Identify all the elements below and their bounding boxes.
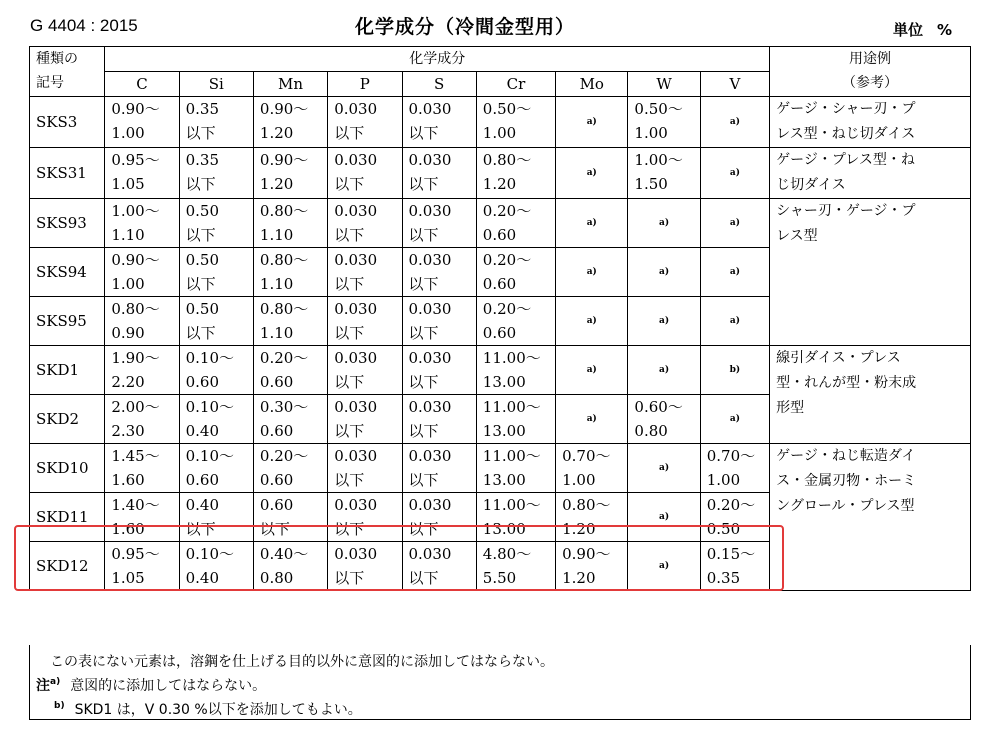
value-cell-s xyxy=(402,148,476,199)
use-line: じ切ダイス xyxy=(776,177,846,193)
value-cell-cr xyxy=(476,297,555,346)
value-line: 2.20 xyxy=(111,373,145,391)
value-cell-v xyxy=(700,444,769,493)
value-line: 0.50 xyxy=(706,520,741,538)
value-cell-w xyxy=(628,148,700,199)
value-line: 1.10 xyxy=(111,226,145,244)
grade-column-header: 種類の 記号 xyxy=(30,47,105,97)
footnote-marker-w: a) xyxy=(628,346,700,395)
value-line: 0.90 xyxy=(111,324,145,342)
value-line: 0.35 xyxy=(185,151,220,169)
value-line: 以下 xyxy=(408,226,439,244)
table-row-skd1 xyxy=(30,346,971,395)
value-cell-si xyxy=(179,199,253,248)
element-header-v: V xyxy=(700,72,769,97)
value-line: 0.030 xyxy=(334,300,378,318)
value-line: 1.00～ xyxy=(634,151,683,169)
grade-cell: SKD10 xyxy=(30,444,105,493)
value-line: 以下 xyxy=(408,175,439,193)
value-line: 0.80～ xyxy=(259,251,309,269)
use-example-cell xyxy=(770,346,971,444)
value-cell-p xyxy=(328,444,402,493)
value-line: 0.60 xyxy=(185,373,220,391)
value-cell-p xyxy=(328,199,402,248)
value-line: 0.80～ xyxy=(482,151,532,169)
value-line: 0.10～ xyxy=(185,349,235,367)
value-cell-s xyxy=(402,97,476,148)
general-note: この表にない元素は，溶鋼を仕上げる目的以外に意図的に添加してはならない。 xyxy=(50,654,554,670)
element-header-mn: Mn xyxy=(253,72,327,97)
value-cell-mn xyxy=(253,444,327,493)
value-line: 以下 xyxy=(408,422,439,440)
value-cell-si xyxy=(179,248,253,297)
value-line: 0.030 xyxy=(408,202,452,220)
value-line: 1.05 xyxy=(111,175,145,193)
value-line: 0.030 xyxy=(408,496,452,514)
footnote-marker-w: a) xyxy=(628,248,700,297)
value-line: 0.20～ xyxy=(259,447,309,465)
value-line: 0.40 xyxy=(185,569,220,587)
value-cell-p xyxy=(328,97,402,148)
value-line: 0.60 xyxy=(259,373,294,391)
value-cell-mn xyxy=(253,248,327,297)
value-cell-mn xyxy=(253,297,327,346)
value-line: 0.20～ xyxy=(259,349,309,367)
value-line: 0.10～ xyxy=(185,447,235,465)
value-line: 0.60 xyxy=(259,471,294,489)
grade-cell: SKD1 xyxy=(30,346,105,395)
value-line: 1.45～ xyxy=(111,447,160,465)
value-line: 以下 xyxy=(185,324,216,342)
use-line: ゲージ・ねじ転造ダイ xyxy=(776,448,916,464)
value-line: 1.00～ xyxy=(111,202,160,220)
value-line: 1.20 xyxy=(259,175,294,193)
value-line: 以下 xyxy=(334,422,365,440)
value-line: 1.60 xyxy=(111,520,145,538)
value-cell-p xyxy=(328,346,402,395)
table-row-sks31 xyxy=(30,148,971,199)
value-line: 以下 xyxy=(408,275,439,293)
value-cell-p xyxy=(328,148,402,199)
value-cell-c xyxy=(105,148,179,199)
value-line: 11.00～ xyxy=(482,398,541,416)
grade-cell: SKS31 xyxy=(30,148,105,199)
footnote-marker-v: a) xyxy=(700,199,769,248)
value-cell-cr xyxy=(476,346,555,395)
note-b: $^{b)}$ SKD1 は，V 0.30 %以下を添加してもよい。 xyxy=(54,701,362,718)
value-line: 0.90～ xyxy=(111,100,160,118)
footnote-marker-w: a) xyxy=(628,542,700,591)
value-line: 0.030 xyxy=(334,100,378,118)
value-line: 2.30 xyxy=(111,422,145,440)
value-line: 0.80～ xyxy=(259,202,309,220)
value-line: 0.030 xyxy=(334,349,378,367)
value-line: 0.10～ xyxy=(185,398,235,416)
value-line: 13.00 xyxy=(482,471,526,489)
value-cell-si xyxy=(179,148,253,199)
table-notes xyxy=(29,645,971,720)
footnote-marker-v: a) xyxy=(700,395,769,444)
value-line: 0.60 xyxy=(259,496,294,514)
element-header-w: W xyxy=(628,72,700,97)
grade-cell: SKD11 xyxy=(30,493,105,542)
element-header-si: Si xyxy=(179,72,253,97)
value-line: 11.00～ xyxy=(482,349,541,367)
value-line: 1.10 xyxy=(259,324,294,342)
value-cell-cr xyxy=(476,444,555,493)
element-header-cr: Cr xyxy=(476,72,555,97)
unit-note: 単位 % xyxy=(893,21,953,39)
value-cell-c xyxy=(105,199,179,248)
value-line: 以下 xyxy=(334,275,365,293)
value-line: 0.90～ xyxy=(259,100,309,118)
value-cell-s xyxy=(402,444,476,493)
use-example-cell xyxy=(770,199,971,346)
value-cell-c xyxy=(105,444,179,493)
value-line: 1.00 xyxy=(111,124,145,142)
value-line: 0.90～ xyxy=(562,545,611,563)
value-line: 以下 xyxy=(334,569,365,587)
use-example-cell xyxy=(770,148,971,199)
value-line: 0.030 xyxy=(408,151,452,169)
footnote-marker-mo: a) xyxy=(556,297,628,346)
table-body xyxy=(30,97,971,591)
value-cell-si xyxy=(179,297,253,346)
value-line: 1.05 xyxy=(111,569,145,587)
value-line: 0.80 xyxy=(634,422,668,440)
value-cell-s xyxy=(402,199,476,248)
value-line: 0.35 xyxy=(706,569,741,587)
value-cell-p xyxy=(328,248,402,297)
value-line: 0.60 xyxy=(482,226,517,244)
value-line: 0.40 xyxy=(185,422,220,440)
value-cell-c xyxy=(105,395,179,444)
use-line: ゲージ・シャー刃・プ xyxy=(776,101,916,117)
value-cell-p xyxy=(328,297,402,346)
value-line: 0.95～ xyxy=(111,151,160,169)
value-line: 以下 xyxy=(259,520,290,538)
value-line: 0.95～ xyxy=(111,545,160,563)
value-cell-s xyxy=(402,248,476,297)
value-line: 0.30～ xyxy=(259,398,309,416)
value-line: 0.50 xyxy=(185,251,220,269)
element-header-c: C xyxy=(105,72,179,97)
footnote-marker-v: b) xyxy=(700,346,769,395)
value-line: 0.15～ xyxy=(706,545,756,563)
standard-number: G 4404 : 2015 xyxy=(30,16,138,35)
value-cell-c xyxy=(105,248,179,297)
value-cell-cr xyxy=(476,199,555,248)
use-line: ス・金属刃物・ホーミ xyxy=(776,473,917,489)
use-line: 形型 xyxy=(776,400,805,416)
use-line: ゲージ・プレス型・ね xyxy=(776,152,915,168)
value-line: 以下 xyxy=(334,175,365,193)
use-line: ングロール・プレス型 xyxy=(776,498,915,514)
element-header-mo: Mo xyxy=(556,72,628,97)
value-line: 以下 xyxy=(334,373,365,391)
value-line: 1.20 xyxy=(259,124,294,142)
value-line: 以下 xyxy=(185,124,216,142)
value-cell-s xyxy=(402,395,476,444)
use-line: シャー刃・ゲージ・プ xyxy=(776,203,916,219)
element-header-p: P xyxy=(328,72,402,97)
value-cell-c xyxy=(105,346,179,395)
element-header-s: S xyxy=(402,72,476,97)
value-line: 0.030 xyxy=(334,496,378,514)
value-line: 0.80～ xyxy=(111,300,160,318)
chemical-composition-header: 化学成分 xyxy=(105,47,770,72)
value-line: 0.70～ xyxy=(562,447,611,465)
value-line: 0.50～ xyxy=(634,100,683,118)
value-line: 以下 xyxy=(334,324,365,342)
value-line: 1.10 xyxy=(259,275,294,293)
value-line: 2.00～ xyxy=(111,398,160,416)
use-example-cell xyxy=(770,97,971,148)
grade-cell: SKS3 xyxy=(30,97,105,148)
footnote-marker-v: a) xyxy=(700,148,769,199)
footnote-marker-mo: a) xyxy=(556,395,628,444)
use-line: 型・れんが型・粉末成 xyxy=(776,375,917,391)
value-line: 0.35 xyxy=(185,100,220,118)
grade-cell: SKD2 xyxy=(30,395,105,444)
value-line: 以下 xyxy=(334,124,365,142)
footnote-marker-w: a) xyxy=(628,297,700,346)
value-line: 0.50 xyxy=(185,202,220,220)
value-line: 以下 xyxy=(334,520,365,538)
footnote-marker-w: a) xyxy=(628,444,700,493)
value-line: 0.20～ xyxy=(482,202,532,220)
value-line: 0.60 xyxy=(482,324,517,342)
value-line: 13.00 xyxy=(482,422,526,440)
value-line: 4.80～ xyxy=(482,545,532,563)
value-line: 0.20～ xyxy=(482,300,532,318)
value-line: 0.10～ xyxy=(185,545,235,563)
value-line: 11.00～ xyxy=(482,447,541,465)
value-line: 以下 xyxy=(185,175,216,193)
value-line: 1.00 xyxy=(706,471,741,489)
use-line: レス型・ねじ切ダイス xyxy=(776,126,916,142)
footnote-marker-v: a) xyxy=(700,297,769,346)
use-line: 線引ダイス・プレス xyxy=(776,350,901,366)
value-cell-si xyxy=(179,444,253,493)
value-line: 0.70～ xyxy=(706,447,756,465)
grade-cell: SKD12 xyxy=(30,542,105,591)
footnote-marker-v: a) xyxy=(700,97,769,148)
value-cell-mo xyxy=(556,444,628,493)
value-line: 以下 xyxy=(408,520,439,538)
footnote-marker-mo: a) xyxy=(556,199,628,248)
value-line: 1.00 xyxy=(562,471,596,489)
value-line: 0.40～ xyxy=(259,545,309,563)
value-line: 0.50～ xyxy=(482,100,532,118)
value-line: 0.030 xyxy=(408,545,452,563)
value-cell-w xyxy=(628,395,700,444)
value-line: 0.50 xyxy=(185,300,220,318)
use-column-header: 用途例 （参考） xyxy=(770,47,971,97)
value-line: 以下 xyxy=(408,124,439,142)
value-line: 0.030 xyxy=(334,202,378,220)
grade-cell: SKS94 xyxy=(30,248,105,297)
chemical-composition-table xyxy=(29,46,971,591)
value-line: 以下 xyxy=(408,569,439,587)
value-cell-si xyxy=(179,97,253,148)
footnote-marker-w: a) xyxy=(628,493,700,542)
skd11-highlight-box xyxy=(14,525,784,591)
table-row-skd10 xyxy=(30,444,971,493)
value-line: 以下 xyxy=(408,324,439,342)
value-line: 11.00～ xyxy=(482,496,541,514)
use-example-cell xyxy=(770,444,971,591)
value-line: 0.90～ xyxy=(259,151,309,169)
value-line: 以下 xyxy=(408,471,439,489)
value-line: 0.030 xyxy=(334,545,378,563)
value-line: 0.030 xyxy=(408,398,452,416)
value-cell-mn xyxy=(253,346,327,395)
value-line: 0.80～ xyxy=(562,496,611,514)
value-line: 以下 xyxy=(334,471,365,489)
grade-cell: SKS93 xyxy=(30,199,105,248)
value-line: 0.60 xyxy=(259,422,294,440)
value-cell-s xyxy=(402,346,476,395)
value-cell-cr xyxy=(476,148,555,199)
value-line: 0.030 xyxy=(334,447,378,465)
value-cell-p xyxy=(328,395,402,444)
footnote-marker-mo: a) xyxy=(556,148,628,199)
value-line: 1.40～ xyxy=(111,496,160,514)
value-line: 0.030 xyxy=(408,300,452,318)
value-line: 0.030 xyxy=(408,349,452,367)
value-line: 1.90～ xyxy=(111,349,160,367)
footnote-marker-v: a) xyxy=(700,248,769,297)
value-line: 1.20 xyxy=(562,520,596,538)
value-line: 以下 xyxy=(334,226,365,244)
value-line: 1.20 xyxy=(562,569,596,587)
page-header xyxy=(0,0,1000,44)
value-line: 0.030 xyxy=(334,398,378,416)
value-cell-mn xyxy=(253,395,327,444)
value-cell-mn xyxy=(253,199,327,248)
value-cell-cr xyxy=(476,395,555,444)
value-cell-cr xyxy=(476,97,555,148)
value-line: 1.00 xyxy=(482,124,517,142)
grade-cell: SKS95 xyxy=(30,297,105,346)
value-cell-mn xyxy=(253,97,327,148)
value-line: 0.030 xyxy=(408,100,452,118)
value-line: 5.50 xyxy=(482,569,517,587)
footnote-marker-mo: a) xyxy=(556,97,628,148)
value-cell-si xyxy=(179,346,253,395)
value-line: 0.60～ xyxy=(634,398,683,416)
footnote-marker-w: a) xyxy=(628,199,700,248)
value-line: 13.00 xyxy=(482,373,526,391)
footnote-marker-mo: a) xyxy=(556,248,628,297)
value-cell-si xyxy=(179,395,253,444)
value-line: 0.60 xyxy=(482,275,517,293)
value-line: 13.00 xyxy=(482,520,526,538)
value-line: 以下 xyxy=(185,520,216,538)
value-cell-c xyxy=(105,297,179,346)
value-line: 0.80～ xyxy=(259,300,309,318)
value-line: 1.10 xyxy=(259,226,294,244)
use-line: レス型 xyxy=(776,228,818,244)
value-line: 1.60 xyxy=(111,471,145,489)
value-line: 1.00 xyxy=(634,124,668,142)
value-cell-c xyxy=(105,97,179,148)
value-line: 1.00 xyxy=(111,275,145,293)
value-line: 0.030 xyxy=(334,251,378,269)
value-cell-cr xyxy=(476,248,555,297)
value-line: 1.50 xyxy=(634,175,668,193)
value-line: 0.20～ xyxy=(706,496,756,514)
table-row-sks93 xyxy=(30,199,971,248)
value-line: 0.40 xyxy=(185,496,220,514)
value-cell-mn xyxy=(253,148,327,199)
value-line: 以下 xyxy=(185,226,216,244)
value-line: 以下 xyxy=(408,373,439,391)
value-line: 0.030 xyxy=(408,251,452,269)
value-cell-w xyxy=(628,97,700,148)
value-line: 0.60 xyxy=(185,471,220,489)
value-line: 0.030 xyxy=(334,151,378,169)
value-cell-s xyxy=(402,297,476,346)
value-line: 1.20 xyxy=(482,175,517,193)
value-line: 0.20～ xyxy=(482,251,532,269)
table-row-sks3 xyxy=(30,97,971,148)
table-title: 化学成分（冷間金型用） xyxy=(355,16,576,38)
value-line: 0.030 xyxy=(408,447,452,465)
value-line: 0.80 xyxy=(259,569,294,587)
footnote-marker-mo: a) xyxy=(556,346,628,395)
note-a: 注$^{a)}$ 意図的に添加してはならない。 xyxy=(36,677,267,694)
value-line: 以下 xyxy=(185,275,216,293)
value-line: 0.90～ xyxy=(111,251,160,269)
